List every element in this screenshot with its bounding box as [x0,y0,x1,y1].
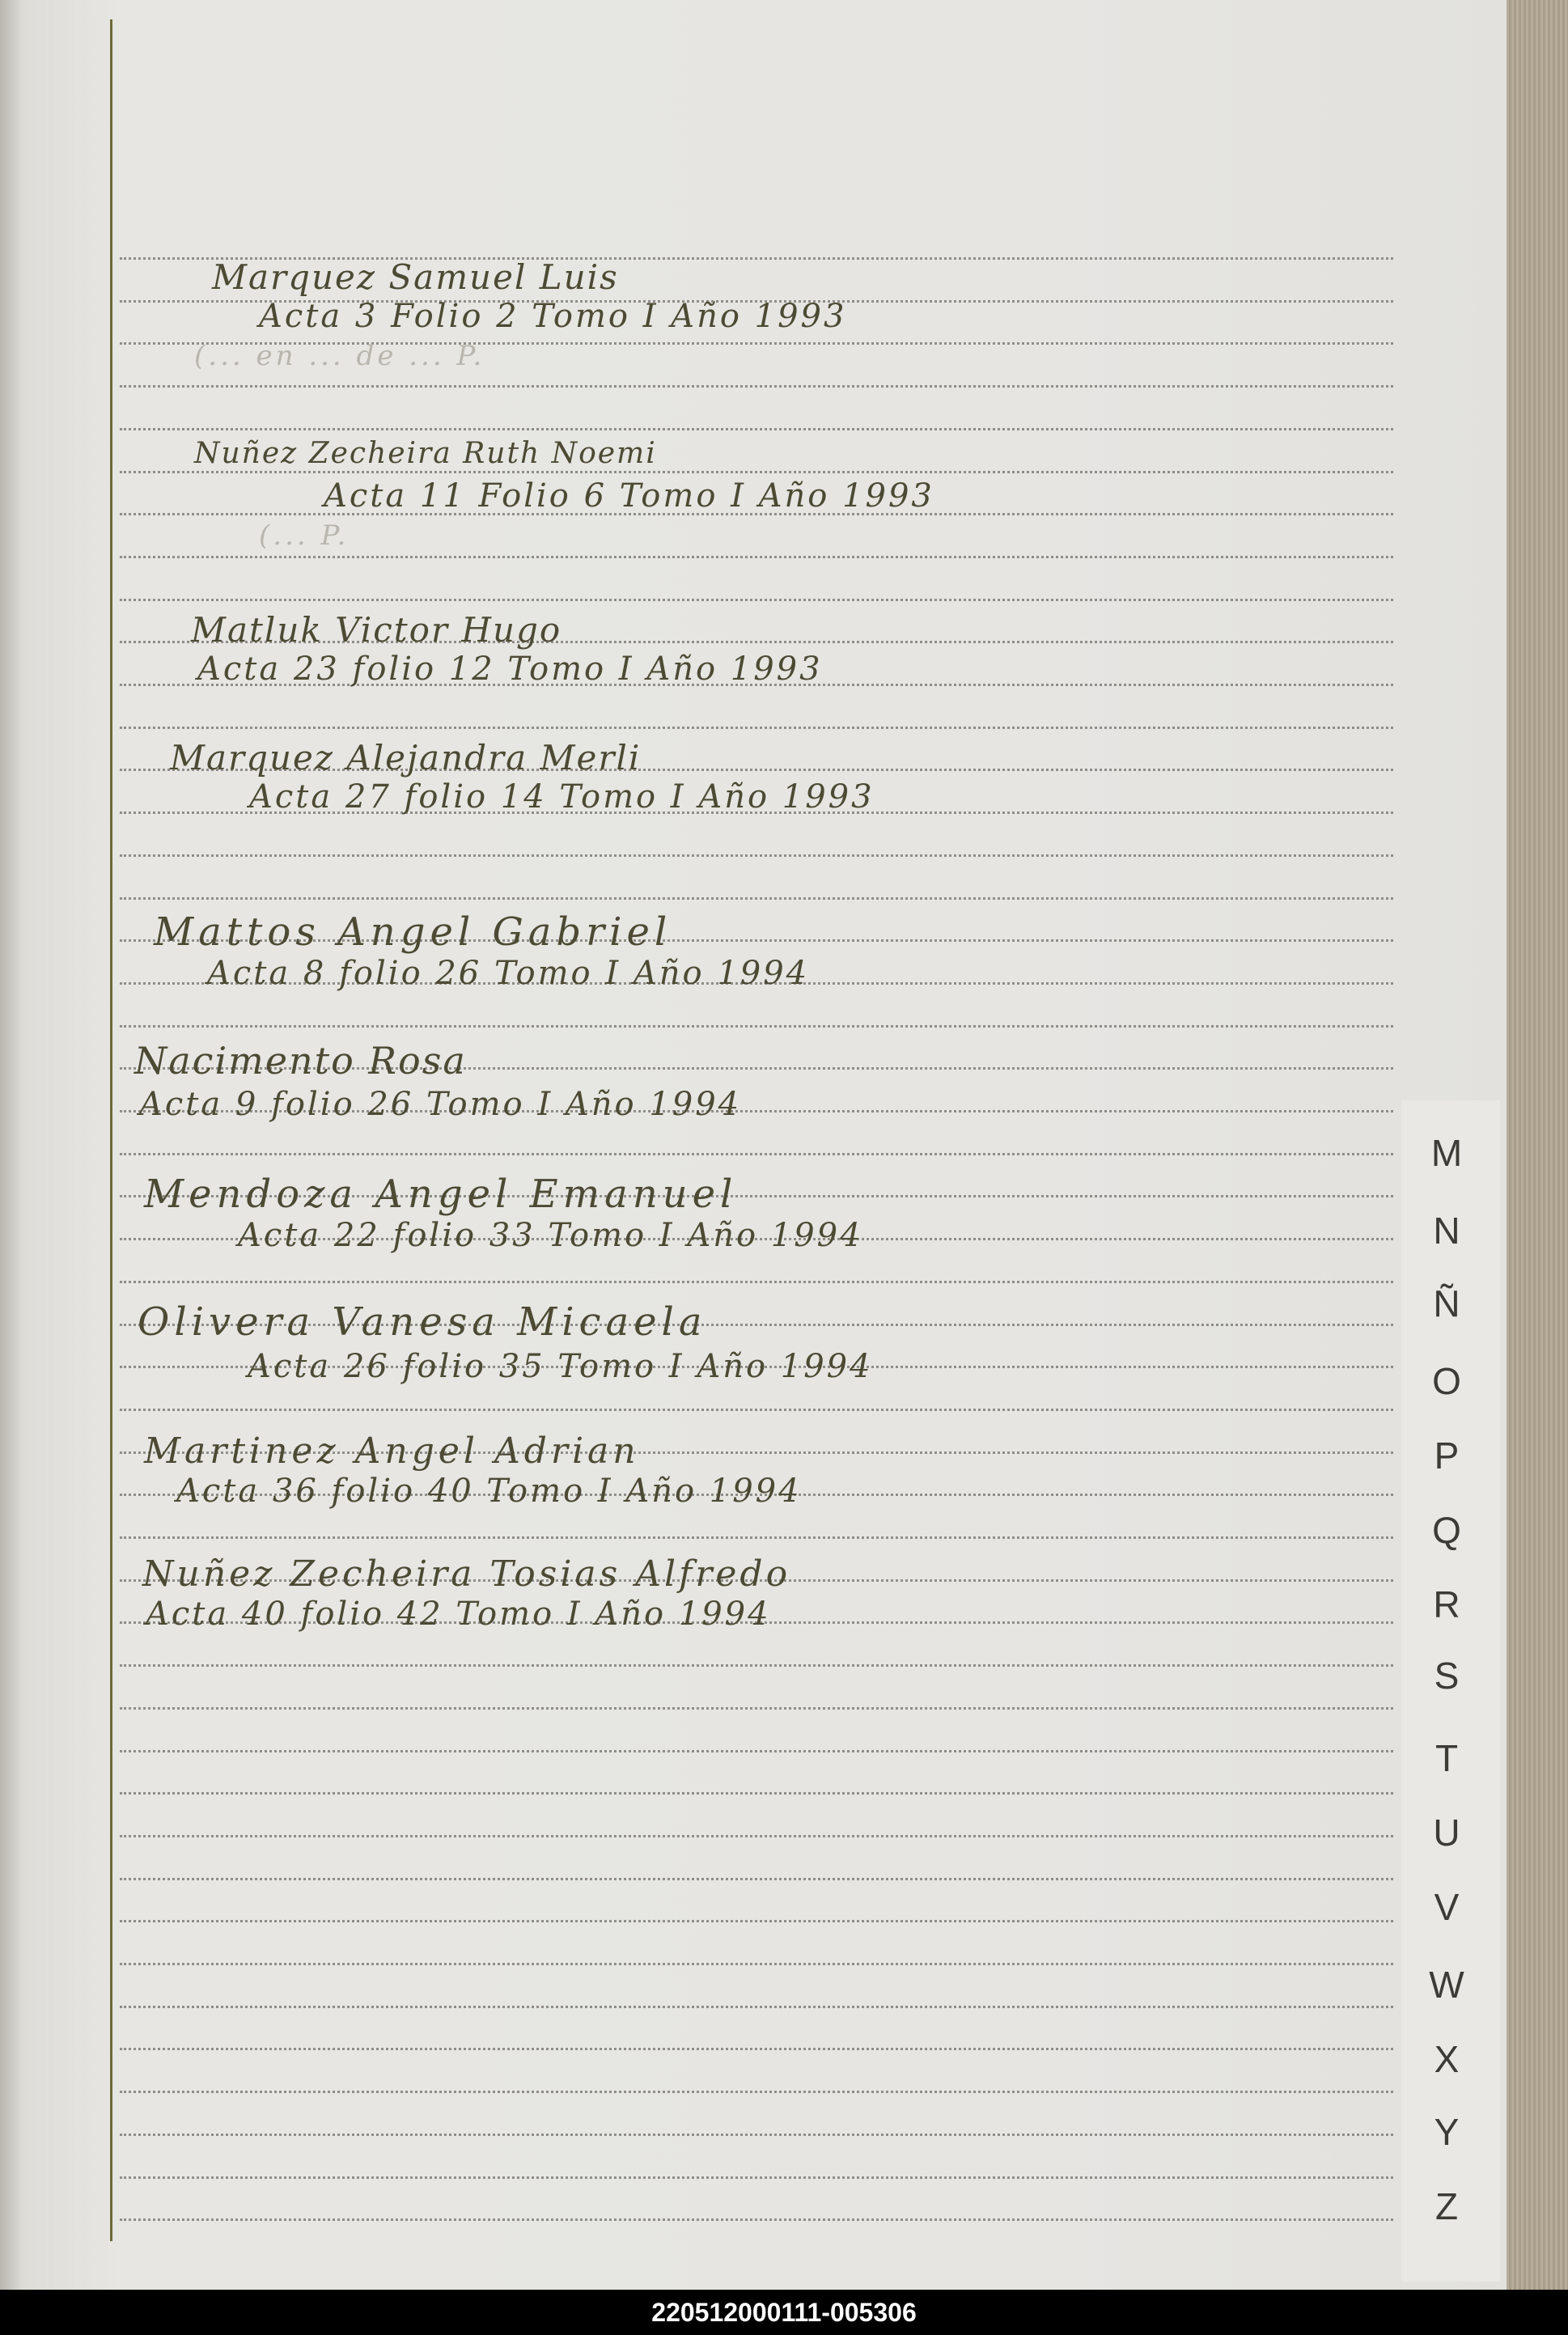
index-tab-2[interactable]: N [1433,1210,1460,1252]
entry-detail: Acta 11 Folio 6 Tomo I Año 1993 [324,477,934,515]
ruled-line [120,2006,1393,2008]
index-tab-11[interactable]: V [1434,1886,1460,1928]
ruled-line [120,1750,1393,1752]
entry-detail: Acta 23 folio 12 Tomo I Año 1993 [197,650,823,688]
entry-detail: Acta 40 folio 42 Tomo I Año 1994 [146,1596,771,1633]
entry-name: Matluk Victor Hugo [191,610,562,650]
entry-name: Olivera Vanesa Micaela [138,1299,707,1345]
entry-note: (... en ... de ... P. [194,340,485,372]
page-edge-shadow [0,0,23,2290]
index-tab-12[interactable]: W [1429,1964,1464,2006]
ruled-line [120,1153,1393,1155]
entry-name: Mendoza Angel Emanuel [144,1172,738,1217]
entry-name: Nuñez Zecheira Tosias Alfredo [142,1553,791,1595]
index-tab-4[interactable]: O [1432,1360,1461,1402]
index-tab-9[interactable]: T [1435,1737,1459,1779]
index-tab-3[interactable]: Ñ [1433,1282,1460,1324]
entry-detail: Acta 8 folio 26 Tomo I Año 1994 [207,955,810,992]
entry-name: Nuñez Zecheira Ruth Noemi [194,437,657,470]
ruled-line [120,854,1393,857]
index-tab-7[interactable]: R [1433,1583,1460,1625]
ruled-line [120,1409,1393,1411]
ruled-line [120,1281,1393,1283]
ruled-line [120,385,1393,388]
ruled-line [120,1963,1393,1965]
index-tab-8[interactable]: S [1434,1655,1460,1697]
index-tab-15[interactable]: Z [1435,2185,1459,2227]
entry-detail: Acta 3 Folio 2 Tomo I Año 1993 [259,298,847,335]
ruled-line [120,1878,1393,1880]
ruled-line [120,2048,1393,2050]
entry-name: Marquez Samuel Luis [212,257,619,297]
ruled-line [120,1792,1393,1795]
entry-name: Martinez Angel Adrian [144,1430,640,1472]
ruled-line [120,1664,1393,1667]
ruled-line [120,471,1393,473]
ruled-line [120,2176,1393,2179]
ruled-line [120,1920,1393,1922]
ruled-line [120,1835,1393,1837]
ruled-line [120,727,1393,729]
ruled-line [120,1025,1393,1028]
book-spine [1507,0,1568,2290]
entry-note: (... P. [259,519,350,552]
ruled-line [120,2218,1393,2221]
ruled-line [120,897,1393,900]
ruled-line [120,2091,1393,2093]
footer-bar [0,2290,1568,2335]
document-id-label: 220512000111-005306 [651,2298,917,2327]
ruled-line [120,2134,1393,2136]
margin-line [110,19,112,2241]
entry-detail: Acta 9 folio 26 Tomo I Año 1994 [139,1086,742,1123]
entry-name: Nacimento Rosa [134,1039,467,1083]
entry-name: Mattos Angel Gabriel [154,909,672,955]
ruled-line [120,1536,1393,1539]
ruled-line [120,599,1393,601]
index-tab-10[interactable]: U [1433,1812,1460,1854]
index-tab-14[interactable]: Y [1434,2111,1460,2153]
ruled-line [120,428,1393,430]
entry-name: Marquez Alejandra Merli [170,738,642,778]
entry-detail: Acta 36 folio 40 Tomo I Año 1994 [176,1473,802,1510]
ruled-line [120,1707,1393,1710]
index-tab-1[interactable]: M [1430,1132,1463,1174]
entry-detail: Acta 26 folio 35 Tomo I Año 1994 [248,1348,873,1385]
entry-detail: Acta 22 folio 33 Tomo I Año 1994 [238,1217,863,1254]
index-tab-6[interactable]: Q [1432,1509,1461,1551]
index-tab-13[interactable]: X [1434,2038,1460,2080]
ruled-line [120,556,1393,558]
index-tab-5[interactable]: P [1434,1434,1460,1477]
entry-detail: Acta 27 folio 14 Tomo I Año 1993 [249,778,875,816]
